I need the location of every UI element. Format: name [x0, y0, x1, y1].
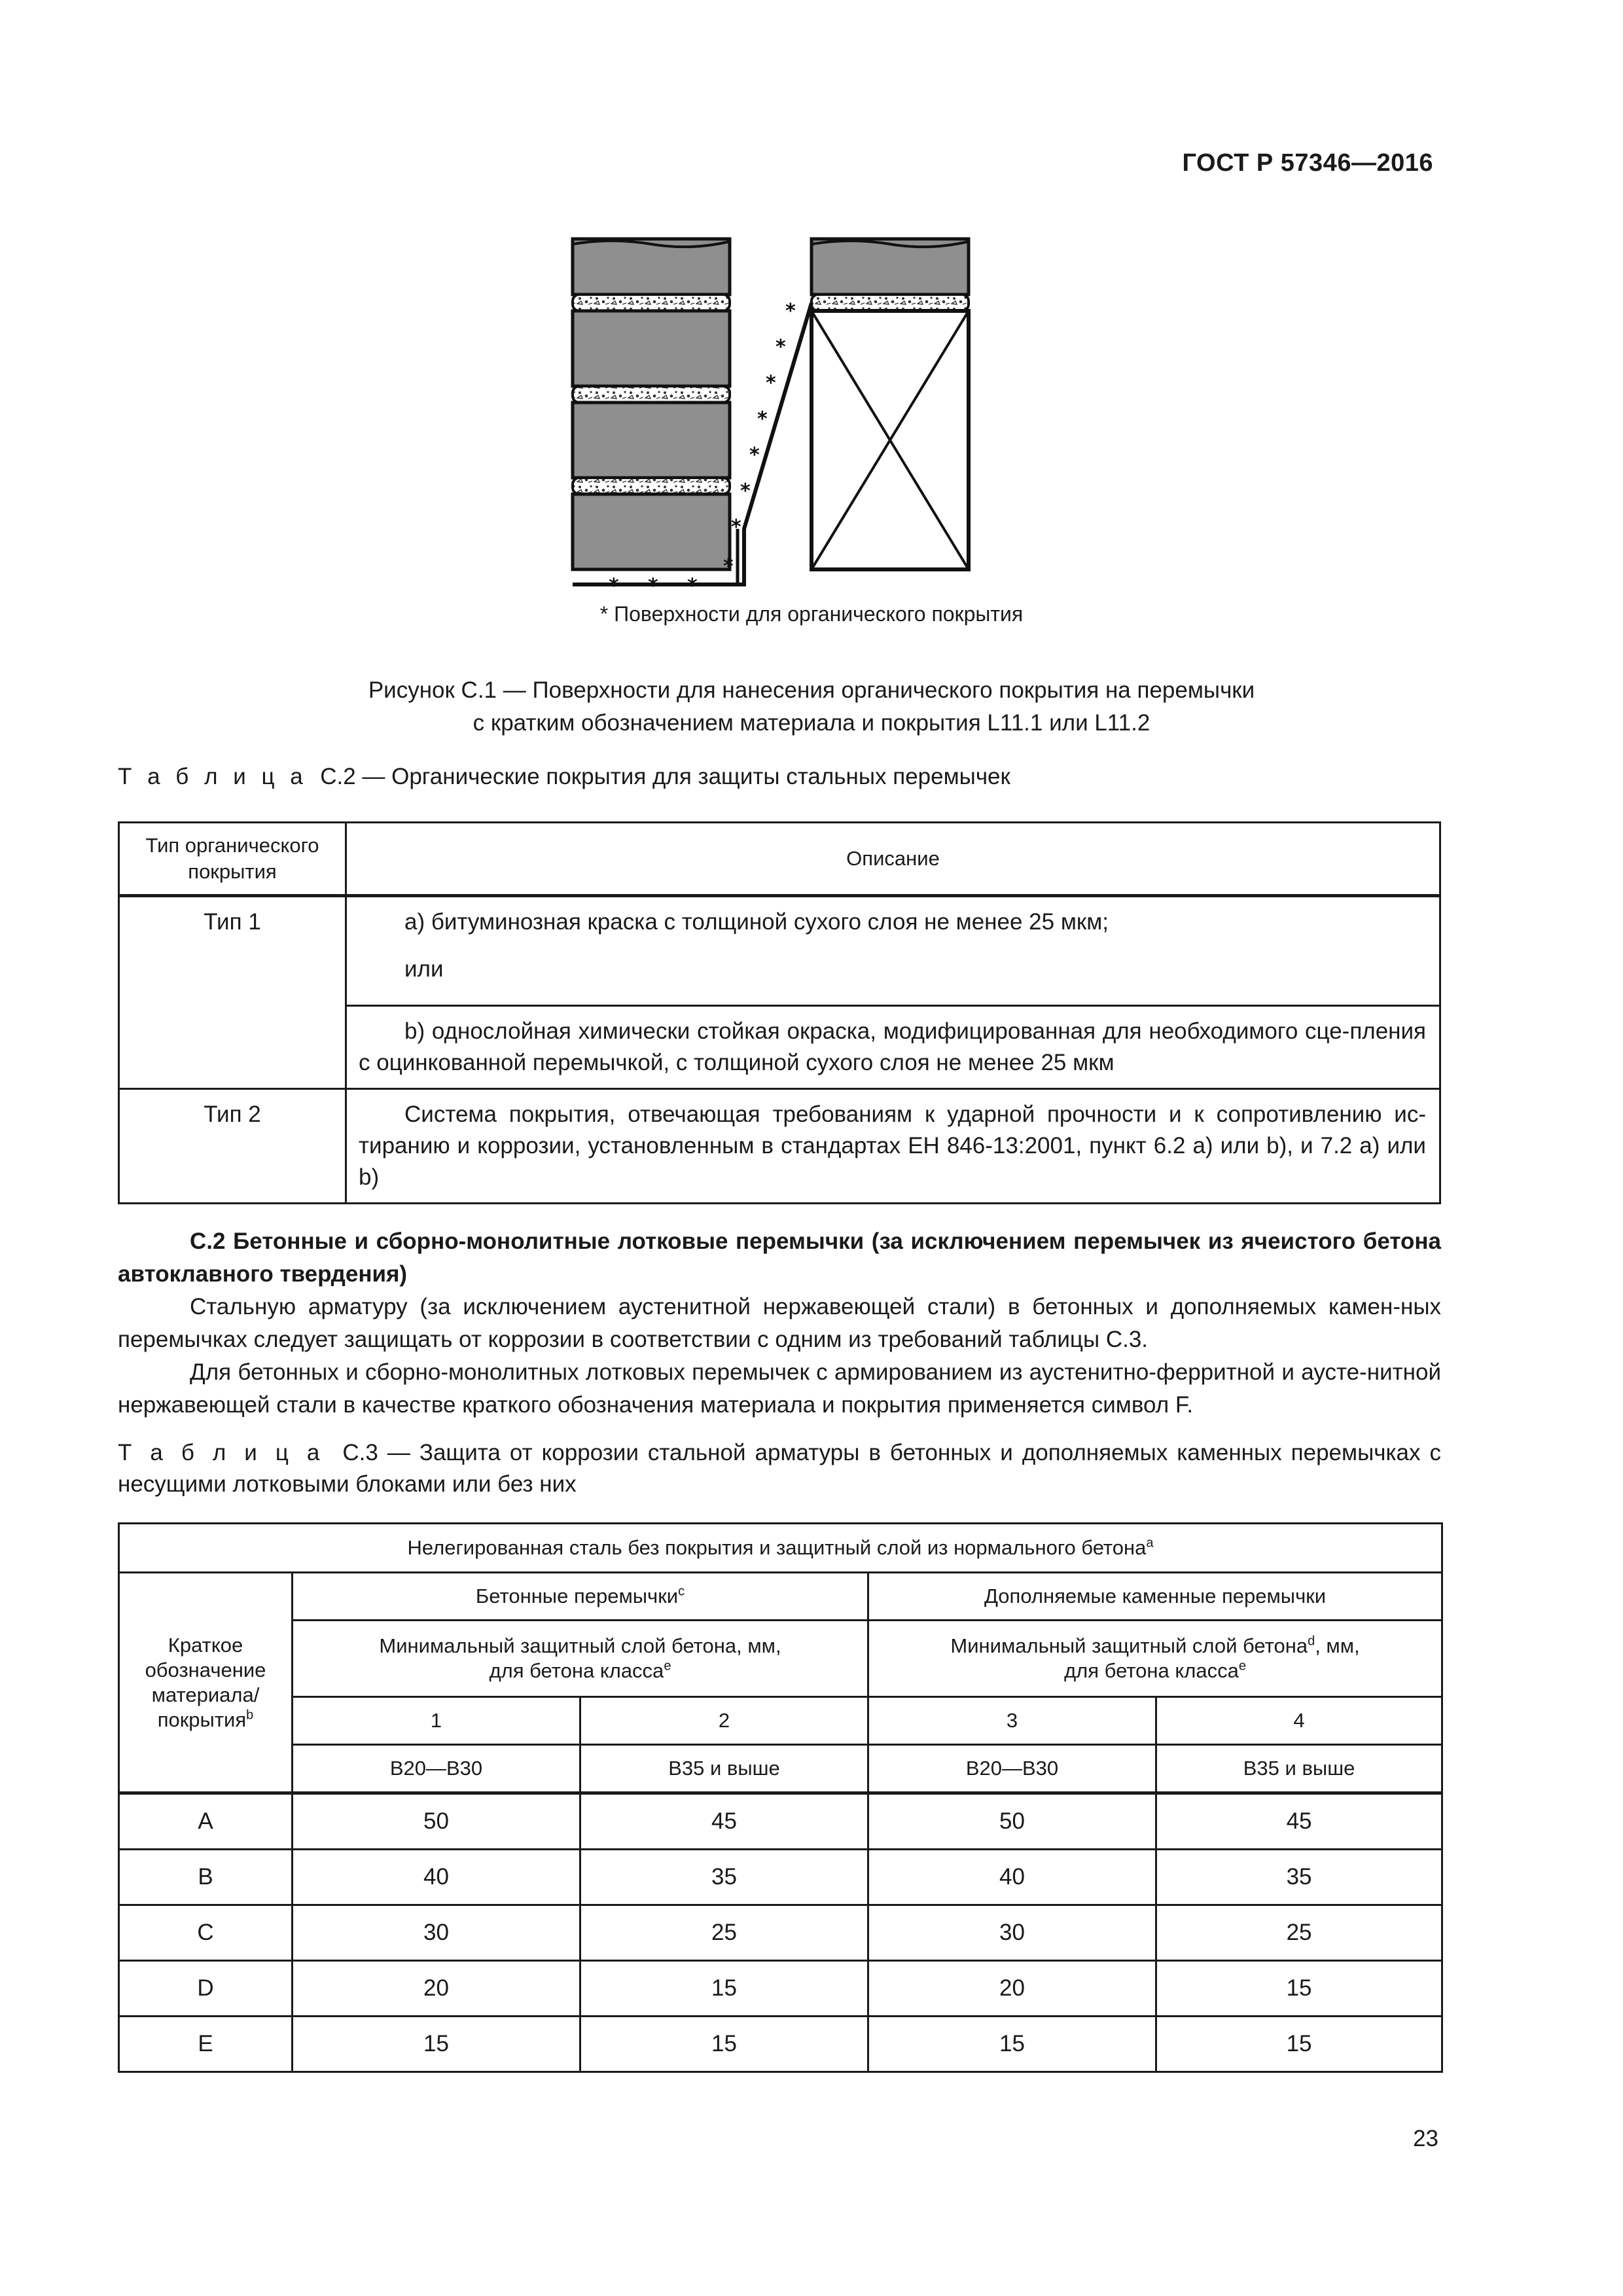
cover-value: 15 — [1156, 2017, 1442, 2072]
coating-type-cell: Тип 2 — [119, 1089, 346, 1204]
table-row — [119, 1961, 1442, 2017]
concrete-class: В35 и выше — [580, 1745, 868, 1793]
cover-value: 20 — [868, 1961, 1156, 2017]
section-heading: С.2 Бетонные и сборно-монолитные лотковые перемычки (за исключением перемычек из ячеистого бетона автоклавного твердения) — [118, 1229, 1441, 1287]
cover-value: 50 — [868, 1793, 1156, 1850]
table-c2 — [118, 821, 1441, 1204]
document-header: ГОСТ Р 57346—2016 — [1182, 149, 1433, 177]
svg-text:*: * — [723, 555, 734, 578]
svg-text:*: * — [648, 575, 658, 598]
table-row — [119, 1793, 1442, 1850]
cover-value: 35 — [580, 1850, 868, 1905]
material-code: А — [119, 1793, 293, 1850]
material-code: С — [119, 1905, 293, 1961]
cover-value: 30 — [293, 1905, 580, 1961]
svg-text:*: * — [757, 408, 768, 431]
section-c2 — [118, 1225, 1441, 1422]
group-header-masonry: Дополняемые каменные перемычки — [868, 1573, 1442, 1621]
material-code: В — [119, 1850, 293, 1905]
masonry-block-right — [812, 239, 969, 295]
cover-value: 15 — [580, 1961, 868, 2017]
table-c2-caption: Т а б л и ц а С.2 — Органические покрытия для защиты стальных перемычек — [118, 764, 1010, 789]
masonry-block — [573, 311, 730, 386]
svg-text:*: * — [609, 575, 619, 598]
svg-text:*: * — [766, 372, 776, 395]
svg-text:*: * — [731, 516, 741, 539]
paragraph: Для бетонных и сборно-монолитных лотковых перемычек с армированием из аустенитно-ферритной и аусте-нитной нержавеющей стали в качестве краткого обозначения материала и покрытия применяется символ F. — [118, 1359, 1441, 1418]
mortar-joint — [573, 295, 730, 311]
masonry-block — [573, 403, 730, 478]
column-number: 3 — [868, 1697, 1156, 1745]
table-row — [119, 1905, 1442, 1961]
mortar-joint-right — [812, 295, 969, 311]
table-c3-top-header: Нелегированная сталь без покрытия и защитный слой из нормального бетона$^a$ — [119, 1524, 1442, 1573]
row-header-code: Краткое обозначение материала/ покрытия$^b$ — [119, 1573, 293, 1793]
cover-value: 40 — [868, 1850, 1156, 1905]
table-row — [119, 2017, 1442, 2072]
figure-caption: Рисунок С.1 — Поверхности для нанесения органического покрытия на перемычки с кратким обозначением материала и покрытия L11.1 или L11.2 — [368, 677, 1255, 736]
svg-text:*: * — [776, 336, 786, 359]
column-number: 2 — [580, 1697, 868, 1745]
description-cell: а) битуминозная краска с толщиной сухого слоя не менее 25 мкм; или — [346, 896, 1440, 1006]
concrete-class: В20—В30 — [293, 1745, 580, 1793]
figure-legend: * Поверхности для органического покрытия — [599, 602, 1024, 626]
masonry-block-top — [573, 239, 730, 295]
table-c3 — [118, 1522, 1443, 2073]
svg-text:*: * — [740, 480, 751, 503]
cover-value: 40 — [293, 1850, 580, 1905]
svg-text:*: * — [687, 575, 698, 598]
description-cell: b) однослойная химически стойкая окраска, модифицированная для необходимого сце-пления с оцинкованной перемычкой, с толщиной сухого слоя не менее 25 мкм — [346, 1006, 1440, 1089]
group-header-concrete: Бетонные перемычки$^c$ — [293, 1573, 868, 1621]
cover-value: 15 — [580, 2017, 868, 2072]
mortar-joint — [573, 478, 730, 494]
cover-value: 45 — [580, 1793, 868, 1850]
cover-value: 35 — [1156, 1850, 1442, 1905]
cover-value: 20 — [293, 1961, 580, 2017]
svg-text:*: * — [785, 300, 796, 323]
column-header-description: Описание — [346, 823, 1440, 896]
cover-value: 50 — [293, 1793, 580, 1850]
column-number: 4 — [1156, 1697, 1442, 1745]
cover-value: 15 — [868, 2017, 1156, 2072]
cover-value: 45 — [1156, 1793, 1442, 1850]
mortar-joint — [573, 386, 730, 403]
cover-value: 25 — [580, 1905, 868, 1961]
cover-value: 30 — [868, 1905, 1156, 1961]
masonry-block — [573, 494, 730, 569]
concrete-class: В35 и выше — [1156, 1745, 1442, 1793]
material-code: Е — [119, 2017, 293, 2072]
paragraph: Стальную арматуру (за исключением аустенитной нержавеющей стали) в бетонных и дополняемых камен-ных перемычках следует защищать от коррозии в соответствии с одним из требований таблицы С.3. — [118, 1294, 1441, 1352]
description-cell: Система покрытия, отвечающая требованиям к ударной прочности и к сопротивлению ис-тиранию и коррозии, установленным в стандартах ЕН 846-13:2001, пункт 6.2 а) или b), и 7.2 а) или b) — [346, 1089, 1440, 1204]
table-row — [119, 1850, 1442, 1905]
page-number: 23 — [1413, 2126, 1438, 2151]
cover-value: 15 — [1156, 1961, 1442, 2017]
column-number: 1 — [293, 1697, 580, 1745]
cover-value: 25 — [1156, 1905, 1442, 1961]
lintel-coating-figure — [560, 232, 978, 599]
svg-text:*: * — [749, 444, 760, 467]
concrete-class: В20—В30 — [868, 1745, 1156, 1793]
table-c3-caption: Т а б л и ц а С.3 — Защита от коррозии стальной арматуры в бетонных и дополняемых каменных перемычках с несущими лотковыми блоками или без них — [118, 1440, 1441, 1497]
subheader-min-cover-concrete: Минимальный защитный слой бетона, мм, для бетона класса$^e$ — [293, 1621, 868, 1697]
cover-value: 15 — [293, 2017, 580, 2072]
material-code: D — [119, 1961, 293, 2017]
subheader-min-cover-masonry: Минимальный защитный слой бетона$^d$, мм, для бетона класса$^e$ — [868, 1621, 1442, 1697]
column-header-type: Тип органического покрытия — [119, 823, 346, 896]
coating-type-cell: Тип 1 — [119, 896, 346, 1089]
